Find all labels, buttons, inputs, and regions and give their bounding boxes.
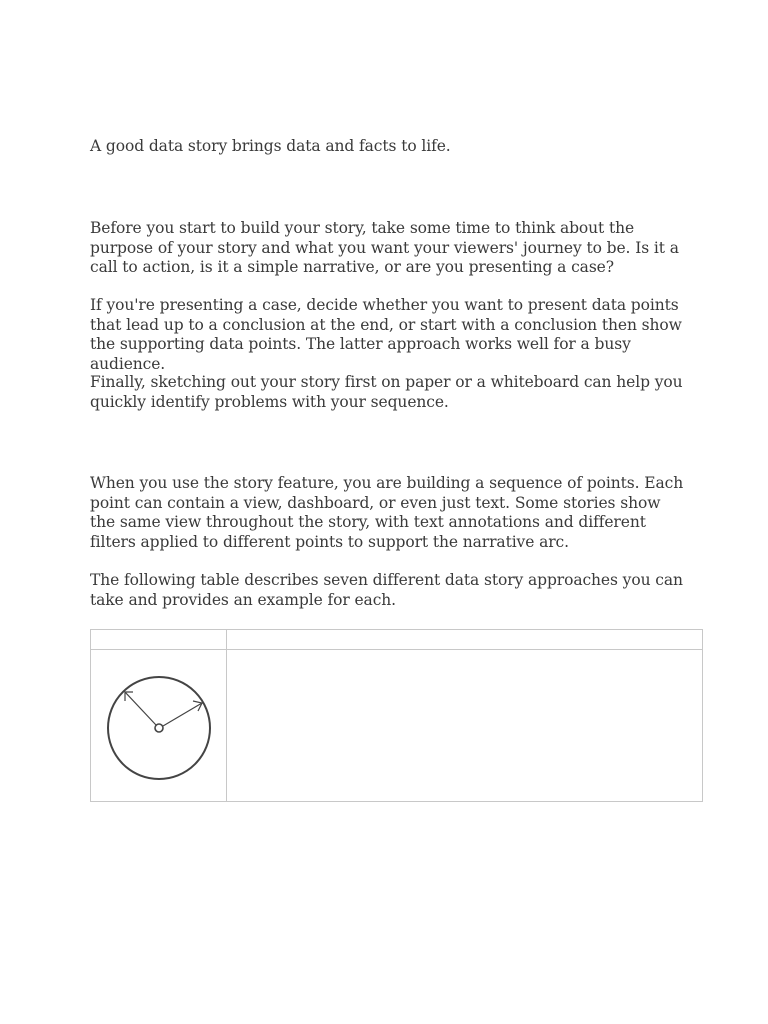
table-description-cell: [227, 650, 703, 802]
paragraph-sketch: Finally, sketching out your story first on paper or a whiteboard can help you quickly identify problems with your sequence.: [90, 373, 683, 411]
table-header-row: [91, 630, 703, 650]
paragraph-case: If you're presenting a case, decide whether you want to present data points that lead up to a conclusion at the end, or start with a conclusion then show the supporting data points. The latter approach works well for a busy audience.: [90, 296, 682, 373]
table-row: [91, 650, 703, 802]
table-header-cell: [227, 630, 703, 650]
paragraph-intro: A good data story brings data and facts to life.: [90, 137, 451, 155]
table-header-cell: [91, 630, 227, 650]
story-approaches-table: [90, 629, 703, 802]
paragraph-purpose: Before you start to build your story, take some time to think about the purpose of your story and what you want your viewers' journey to be. Is it a call to action, is it a simple narrative, or are you presenting a case?: [90, 219, 679, 276]
paragraph-story-feature: When you use the story feature, you are building a sequence of points. Each point can contain a view, dashboard, or even just text. Some stories show the same view throughout the story, with text annotations and different filters applied to different points to support the narrative arc.: [90, 474, 684, 551]
paragraph-table-description: The following table describes seven different data story approaches you can take and provides an example for each.: [90, 571, 683, 609]
table-icon-cell: [91, 650, 227, 802]
clock-dial-icon: [104, 670, 214, 782]
